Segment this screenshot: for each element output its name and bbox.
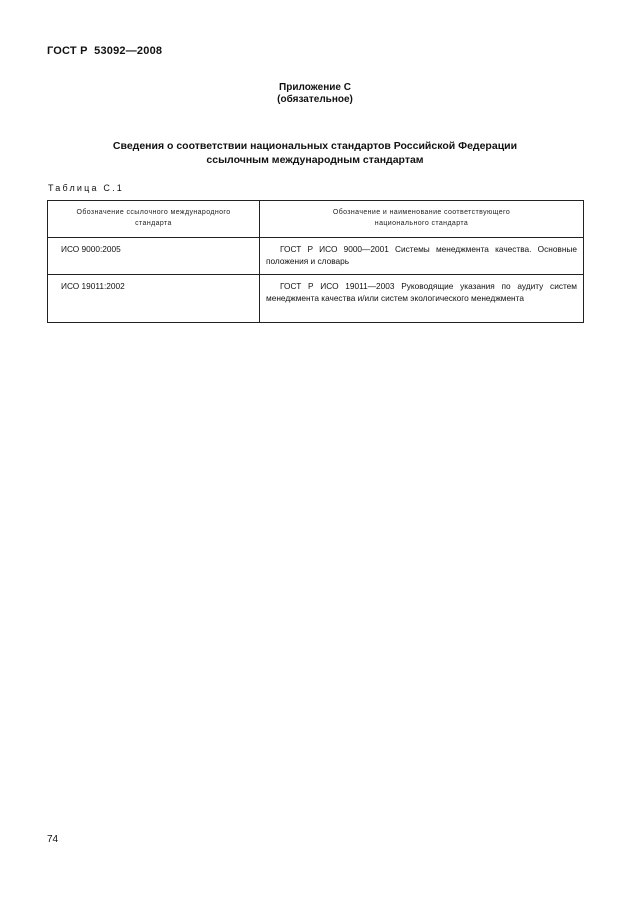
- standards-correspondence-table: [47, 200, 584, 323]
- column-header-national: [260, 201, 584, 238]
- annex-label: Приложение С: [279, 82, 351, 93]
- annex-title: [0, 82, 630, 106]
- column-header-international: [48, 201, 260, 238]
- column-header-line: стандарта: [135, 220, 172, 227]
- national-standard-text: ГОСТ Р ИСО 19011—2003 Руководящие указания по аудиту систем менеджмента качества и/или систем экологического менеджмента: [266, 281, 577, 303]
- column-header-line: Обозначение ссылочного международного: [76, 209, 231, 216]
- national-standard-cell: [260, 275, 584, 323]
- section-heading: [0, 139, 630, 167]
- heading-line-2: ссылочным международным стандартам: [206, 154, 424, 166]
- heading-line-1: Сведения о соответствии национальных стандартов Российской Федерации: [112, 140, 518, 152]
- table-caption: Таблица С.1: [48, 183, 124, 193]
- document-code: ГОСТ Р 53092—2008: [47, 45, 163, 57]
- table-row: [48, 275, 584, 323]
- national-standard-cell: [260, 238, 584, 275]
- national-standard-text: ГОСТ Р ИСО 9000—2001 Системы менеджмента качества. Основные положения и словарь: [266, 244, 577, 266]
- table-row: [48, 238, 584, 275]
- column-header-line: национального стандарта: [374, 220, 469, 227]
- international-standard-cell: ИСО 19011:2002: [48, 275, 260, 323]
- international-standard-cell: ИСО 9000:2005: [48, 238, 260, 275]
- page-number: 74: [47, 834, 59, 845]
- column-header-line: Обозначение и наименование соответствующего: [332, 209, 511, 216]
- annex-status: (обязательное): [277, 94, 353, 105]
- table-header-row: [48, 201, 584, 238]
